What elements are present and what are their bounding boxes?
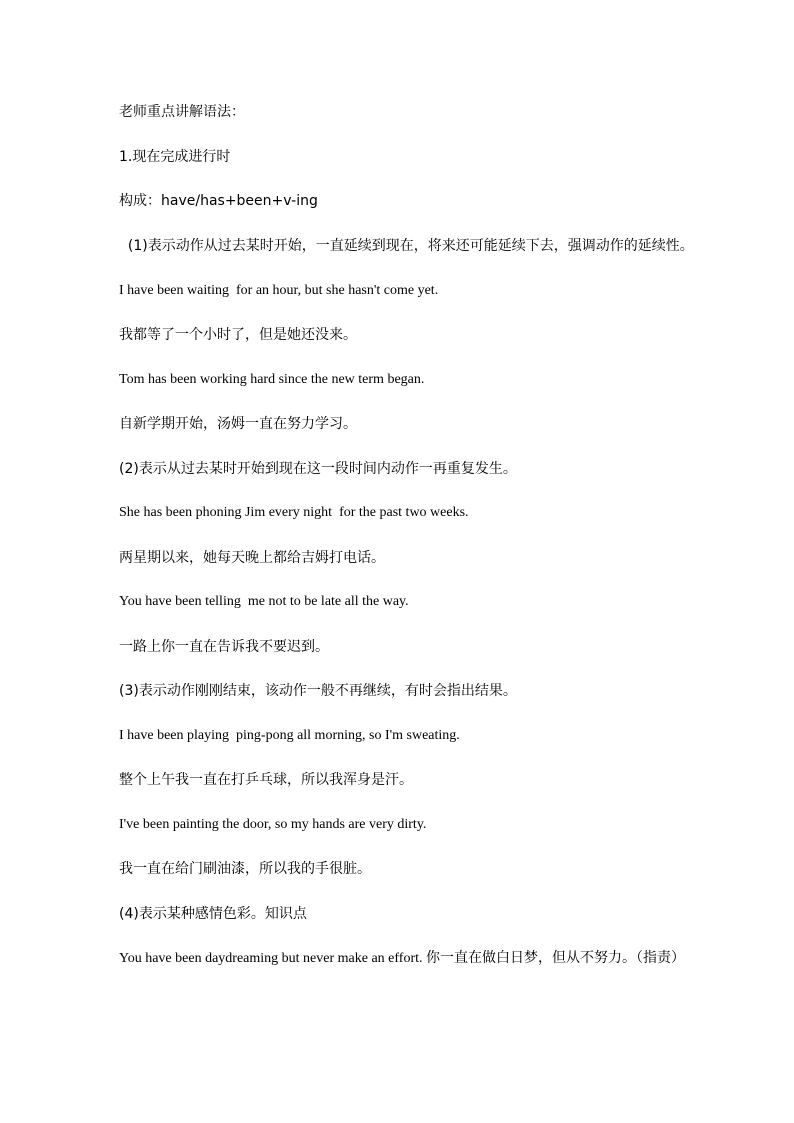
example-english: I've been painting the door, so my hands are very dirty. [119,817,427,832]
example-english: Tom has been working hard since the new term began. [119,372,425,387]
example-chinese: 两星期以来，她每天晚上都给吉姆打电话。 [119,550,385,566]
example-english: She has been phoning Jim every night for the past two weeks. [119,505,469,520]
example-chinese: 一路上你一直在告诉我不要迟到。 [119,639,329,655]
usage-point-4: (4)表示某种感情色彩。知识点 [119,906,307,922]
example-english: I have been waiting for an hour, but she hasn't come yet. [119,283,439,298]
usage-point-2: (2)表示从过去某时开始到现在这一段时间内动作一再重复发生。 [119,461,517,477]
structure-formula: 构成：have/has+been+v-ing [119,193,318,209]
usage-point-1: (1)表示动作从过去某时开始，一直延续到现在，将来还可能延续下去，强调动作的延续性。 [119,238,694,254]
example-chinese: 整个上午我一直在打乒乓球，所以我浑身是汗。 [119,772,413,788]
example-chinese: 我都等了一个小时了，但是她还没来。 [119,327,357,343]
example-chinese: 我一直在给门刷油漆，所以我的手很脏。 [119,861,371,877]
example-english: You have been telling me not to be late all the way. [119,594,409,609]
example-english: I have been playing ping-pong all morning, so I'm sweating. [119,728,460,743]
usage-point-3: (3)表示动作刚刚结束，该动作一般不再继续，有时会指出结果。 [119,683,517,699]
section-heading: 老师重点讲解语法： [119,104,245,120]
example-mixed: You have been daydreaming but never make an effort. 你一直在做白日梦，但从不努力。（指责） [119,951,685,966]
example-chinese: 自新学期开始，汤姆一直在努力学习。 [119,416,357,432]
grammar-topic-title: 1.现在完成进行时 [119,149,231,165]
